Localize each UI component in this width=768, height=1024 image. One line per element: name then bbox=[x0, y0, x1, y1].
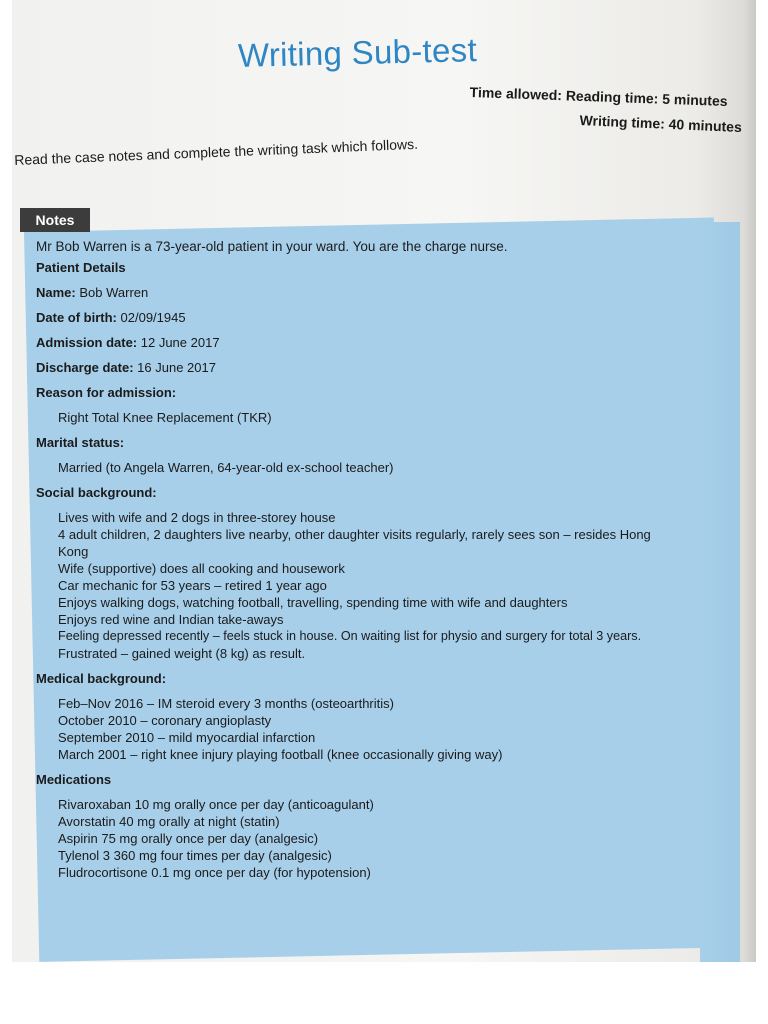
medical-heading: Medical background: bbox=[36, 671, 167, 686]
marital-item: Married (to Angela Warren, 64-year-old ex-school teacher) bbox=[58, 460, 394, 475]
social-item: Kong bbox=[58, 544, 89, 559]
medications-heading: Medications bbox=[36, 772, 112, 787]
medical-item: September 2010 – mild myocardial infarction bbox=[58, 730, 316, 745]
admission-value: 12 June 2017 bbox=[140, 335, 220, 350]
social-item: 4 adult children, 2 daughters live nearby, other daughter visits regularly, rarely sees son – resides Hong bbox=[58, 527, 651, 542]
time-allowed-writing: Writing time: 40 minutes bbox=[579, 112, 743, 136]
social-item: Lives with wife and 2 dogs in three-storey house bbox=[58, 510, 336, 525]
medication-item: Avorstatin 40 mg orally at night (statin) bbox=[58, 814, 280, 829]
page-edge bbox=[744, 0, 756, 962]
medical-item: October 2010 – coronary angioplasty bbox=[58, 713, 272, 728]
marital-heading: Marital status: bbox=[36, 435, 125, 450]
dob-label: Date of birth: bbox=[36, 310, 117, 325]
dob-value: 02/09/1945 bbox=[120, 310, 186, 325]
social-heading: Social background: bbox=[36, 485, 157, 500]
reason-item: Right Total Knee Replacement (TKR) bbox=[58, 410, 272, 425]
discharge-value: 16 June 2017 bbox=[137, 360, 216, 375]
medication-item: Fludrocortisone 0.1 mg once per day (for hypotension) bbox=[58, 865, 371, 880]
discharge-label: Discharge date: bbox=[36, 360, 134, 375]
instruction-text: Read the case notes and complete the writing task which follows. bbox=[14, 135, 419, 168]
social-item: Frustrated – gained weight (8 kg) as result. bbox=[58, 646, 306, 661]
medication-item: Aspirin 75 mg orally once per day (analgesic) bbox=[58, 831, 319, 846]
time-allowed-reading: Time allowed: Reading time: 5 minutes bbox=[469, 84, 728, 109]
social-item: Enjoys walking dogs, watching football, travelling, spending time with wife and daughters bbox=[58, 595, 568, 610]
name-row bbox=[36, 284, 736, 301]
social-item: Wife (supportive) does all cooking and housework bbox=[58, 561, 345, 576]
medical-item: March 2001 – right knee injury playing football (knee occasionally giving way) bbox=[58, 747, 503, 762]
admission-row bbox=[36, 334, 736, 351]
social-item: Enjoys red wine and Indian take-aways bbox=[58, 612, 284, 627]
social-item: Feeling depressed recently – feels stuck in house. On waiting list for physio and surgery for total 3 years. bbox=[58, 629, 642, 643]
reason-heading: Reason for admission: bbox=[36, 385, 177, 400]
case-notes bbox=[36, 238, 736, 881]
social-item: Car mechanic for 53 years – retired 1 year ago bbox=[58, 578, 327, 593]
discharge-row bbox=[36, 359, 736, 376]
medication-item: Tylenol 3 360 mg four times per day (analgesic) bbox=[58, 848, 332, 863]
medical-item: Feb–Nov 2016 – IM steroid every 3 months (osteoarthritis) bbox=[58, 696, 394, 711]
medication-item: Rivaroxaban 10 mg orally once per day (anticoagulant) bbox=[58, 797, 374, 812]
name-value: Bob Warren bbox=[79, 285, 149, 300]
name-label: Name: bbox=[36, 285, 76, 300]
patient-details-heading: Patient Details bbox=[36, 260, 126, 275]
dob-row bbox=[36, 309, 736, 326]
admission-label: Admission date: bbox=[36, 335, 138, 350]
page-title: Writing Sub-test bbox=[237, 31, 478, 74]
notes-intro: Mr Bob Warren is a 73-year-old patient in your ward. You are the charge nurse. bbox=[36, 239, 508, 254]
notes-tab-label: Notes bbox=[20, 208, 90, 232]
